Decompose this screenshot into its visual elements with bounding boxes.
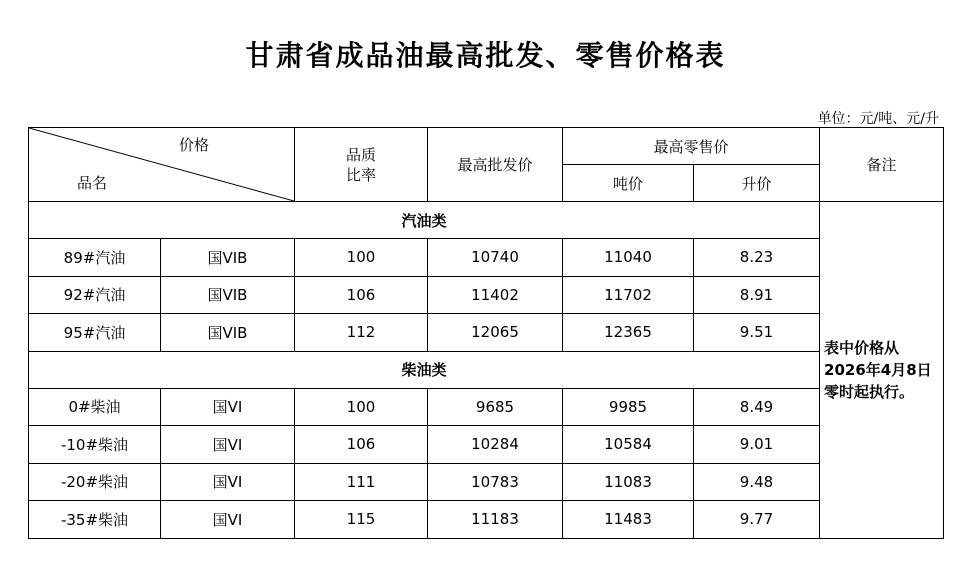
header-quality-ratio	[295, 128, 428, 202]
wholesale-price: 12065	[428, 314, 563, 352]
header-price: 价格	[179, 136, 210, 154]
page-title: 甘肃省成品油最高批发、零售价格表	[245, 39, 726, 72]
retail-liter-price: 9.48	[694, 463, 820, 501]
quality-ratio: 111	[295, 463, 428, 501]
quality-ratio: 106	[295, 426, 428, 464]
wholesale-price: 9685	[428, 388, 563, 426]
header-name: 品名	[77, 174, 108, 192]
header-per-ton: 吨价	[563, 165, 694, 202]
header-remark: 备注	[820, 128, 944, 202]
product-name: -20#柴油	[29, 463, 161, 501]
table-row	[29, 388, 944, 426]
retail-liter-price: 8.23	[694, 239, 820, 277]
retail-ton-price: 9985	[563, 388, 694, 426]
quality-ratio: 112	[295, 314, 428, 352]
quality-ratio: 100	[295, 388, 428, 426]
wholesale-price: 10284	[428, 426, 563, 464]
retail-ton-price: 11040	[563, 239, 694, 277]
table-row	[29, 314, 944, 352]
product-name: 89#汽油	[29, 239, 161, 277]
section-row	[29, 351, 944, 388]
diagonal-line	[29, 128, 294, 201]
product-name: -10#柴油	[29, 426, 161, 464]
table-row	[29, 501, 944, 539]
product-name: 0#柴油	[29, 388, 161, 426]
retail-ton-price: 10584	[563, 426, 694, 464]
quality-ratio: 115	[295, 501, 428, 539]
wholesale-price: 10783	[428, 463, 563, 501]
section-row	[29, 202, 944, 239]
product-name: 92#汽油	[29, 276, 161, 314]
table-row	[29, 463, 944, 501]
retail-ton-price: 12365	[563, 314, 694, 352]
retail-ton-price: 11702	[563, 276, 694, 314]
retail-liter-price: 9.77	[694, 501, 820, 539]
quality-grade: 国VIB	[161, 314, 295, 352]
quality-grade: 国VI	[161, 463, 295, 501]
quality-grade: 国VI	[161, 426, 295, 464]
quality-grade: 国VIB	[161, 276, 295, 314]
retail-ton-price: 11083	[563, 463, 694, 501]
unit-label: 单位：元/吨、元/升	[817, 111, 939, 127]
quality-ratio: 106	[295, 276, 428, 314]
retail-liter-price: 8.49	[694, 388, 820, 426]
quality-grade: 国VI	[161, 388, 295, 426]
table-row	[29, 426, 944, 464]
remark-text: 表中价格从2026年4月8日零时起执行。	[820, 202, 944, 539]
product-name: -35#柴油	[29, 501, 161, 539]
price-table	[28, 127, 944, 539]
header-quality-ratio-text: 品质 比率	[345, 145, 376, 184]
table-row	[29, 239, 944, 277]
quality-grade: 国VI	[161, 501, 295, 539]
section-label: 汽油类	[29, 202, 820, 239]
retail-liter-price: 8.91	[694, 276, 820, 314]
header-diagonal-cell	[29, 128, 295, 202]
retail-liter-price: 9.51	[694, 314, 820, 352]
product-name: 95#汽油	[29, 314, 161, 352]
wholesale-price: 10740	[428, 239, 563, 277]
wholesale-price: 11183	[428, 501, 563, 539]
retail-ton-price: 11483	[563, 501, 694, 539]
retail-liter-price: 9.01	[694, 426, 820, 464]
table-row	[29, 276, 944, 314]
header-wholesale: 最高批发价	[428, 128, 563, 202]
header-retail: 最高零售价	[563, 128, 820, 165]
quality-grade: 国VIB	[161, 239, 295, 277]
wholesale-price: 11402	[428, 276, 563, 314]
header-per-liter: 升价	[694, 165, 820, 202]
quality-ratio: 100	[295, 239, 428, 277]
section-label: 柴油类	[29, 351, 820, 388]
